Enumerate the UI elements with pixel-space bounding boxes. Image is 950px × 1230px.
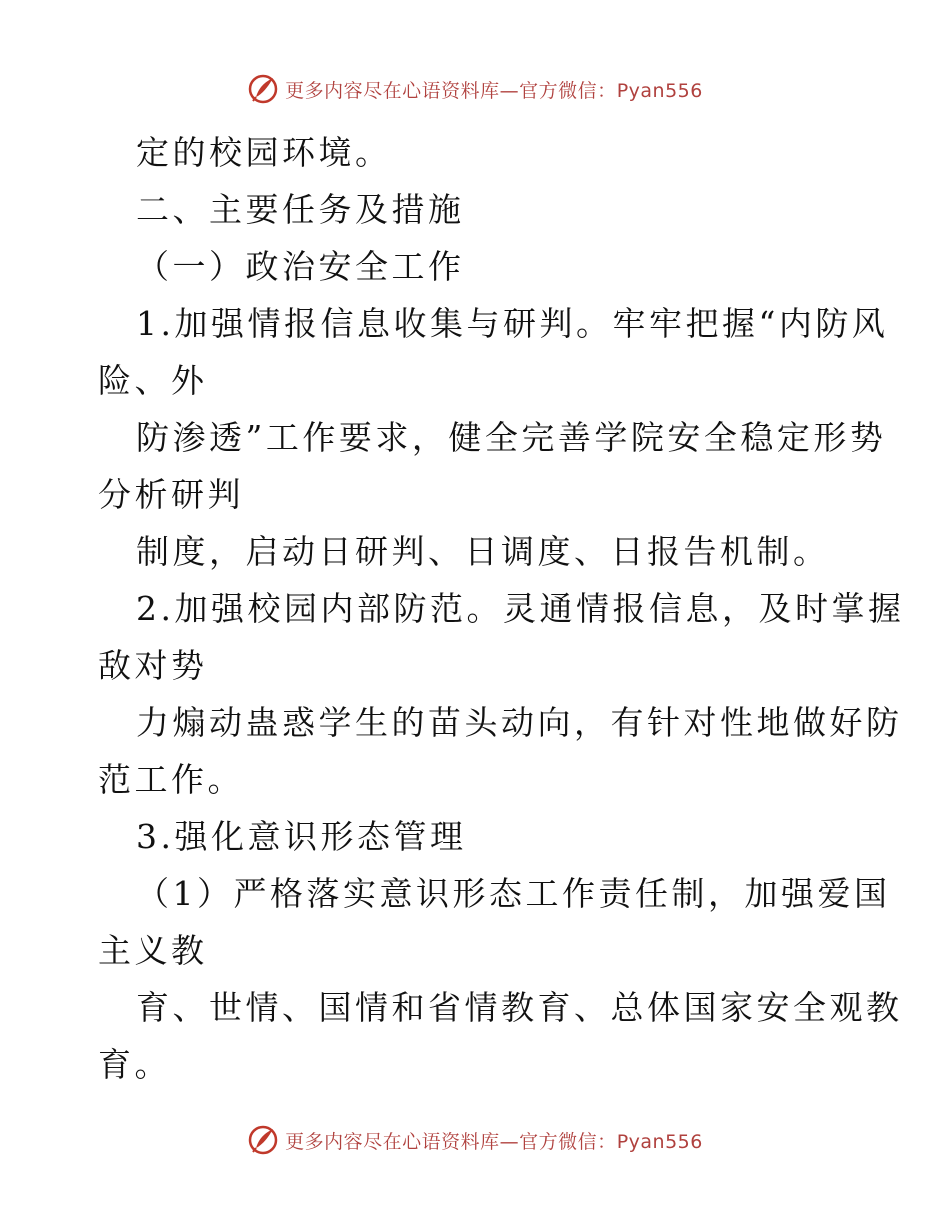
paragraph-line: 防渗透”工作要求，健全完善学院安全稳定形势: [136, 418, 887, 457]
subsection-heading: 3.强化意识形态管理: [136, 817, 467, 856]
paragraph-line: 敌对势: [98, 646, 208, 685]
feather-pen-logo-icon: [247, 1124, 279, 1156]
paragraph-line: 分析研判: [98, 475, 244, 514]
paragraph-line: 育、世情、国情和省情教育、总体国家安全观教: [136, 988, 903, 1027]
watermark-text: 更多内容尽在心语资料库—官方微信：Pyan556: [285, 1130, 703, 1153]
paragraph-line: 险、外: [98, 361, 208, 400]
paragraph-line: 1.加强情报信息收集与研判。牢牢把握“内防风: [136, 304, 889, 343]
document-body: [98, 124, 905, 1093]
header-watermark: [0, 69, 950, 109]
paragraph-line: 定的校园环境。: [136, 133, 392, 172]
paragraph-line: 主义教: [98, 931, 208, 970]
watermark-text: 更多内容尽在心语资料库—官方微信：Pyan556: [285, 79, 703, 102]
paragraph-line: 制度，启动日研判、日调度、日报告机制。: [136, 532, 830, 571]
paragraph-line: 育。: [98, 1045, 171, 1084]
footer-watermark: [0, 1120, 950, 1160]
paragraph-line: 2.加强校园内部防范。灵通情报信息，及时掌握: [136, 589, 905, 628]
paragraph-line: 范工作。: [98, 760, 244, 799]
paragraph-line: （1）严格落实意识形态工作责任制，加强爱国: [136, 874, 891, 913]
paragraph-line: 力煽动蛊惑学生的苗头动向，有针对性地做好防: [136, 703, 903, 742]
feather-pen-logo-icon: [247, 73, 279, 105]
section-heading: 二、主要任务及措施: [136, 190, 465, 229]
subsection-heading: （一）政治安全工作: [136, 247, 465, 286]
